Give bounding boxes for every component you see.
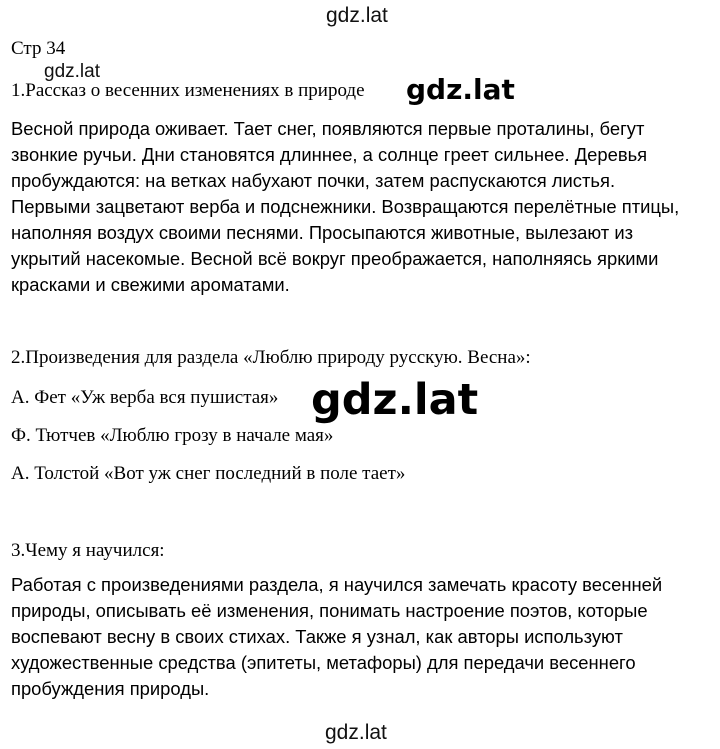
paragraph-line: красками и свежими ароматами. bbox=[11, 274, 290, 295]
section2-heading: 2.Произведения для раздела «Люблю природу русскую. Весна»: bbox=[11, 347, 531, 368]
watermark-middle: gdz.lat bbox=[311, 375, 479, 425]
section1-paragraph bbox=[11, 116, 711, 298]
paragraph-line: пробуждения природы. bbox=[11, 678, 210, 699]
paragraph-line: художественные средства (эпитеты, метафоры) для передачи весеннего bbox=[11, 652, 636, 673]
watermark-small-left: gdz.lat bbox=[44, 61, 100, 82]
section3-heading: 3.Чему я научился: bbox=[11, 540, 165, 561]
paragraph-line: Весной природа оживает. Тает снег, появляются первые проталины, бегут bbox=[11, 118, 645, 139]
paragraph-line: воспевают весну в своих стихах. Также я узнал, как авторы используют bbox=[11, 626, 623, 647]
work-item: Ф. Тютчев «Люблю грозу в начале мая» bbox=[11, 425, 334, 446]
watermark-header-inline: gdz.lat bbox=[406, 73, 515, 106]
work-item: А. Толстой «Вот уж снег последний в поле тает» bbox=[11, 463, 406, 484]
watermark-top: gdz.lat bbox=[326, 4, 388, 27]
paragraph-line: звонкие ручьи. Дни становятся длиннее, а солнце греет сильнее. Деревья bbox=[11, 144, 648, 165]
section3-paragraph bbox=[11, 572, 711, 702]
page-label: Стр 34 bbox=[11, 38, 66, 59]
paragraph-line: Первыми зацветают верба и подснежники. Возвращаются перелётные птицы, bbox=[11, 196, 680, 217]
work-item: А. Фет «Уж верба вся пушистая» bbox=[11, 387, 279, 408]
paragraph-line: укрытий насекомые. Весной всё вокруг преображается, наполняясь яркими bbox=[11, 248, 659, 269]
paragraph-line: Работая с произведениями раздела, я научился замечать красоту весенней bbox=[11, 574, 663, 595]
paragraph-line: природы, описывать её изменения, понимать настроение поэтов, которые bbox=[11, 600, 648, 621]
paragraph-line: наполняя воздух своими песнями. Просыпаются животные, вылезают из bbox=[11, 222, 634, 243]
paragraph-line: пробуждаются: на ветках набухают почки, затем распускаются листья. bbox=[11, 170, 616, 191]
watermark-bottom: gdz.lat bbox=[325, 721, 387, 744]
section1-heading: 1.Рассказ о весенних изменениях в природе bbox=[11, 80, 365, 101]
